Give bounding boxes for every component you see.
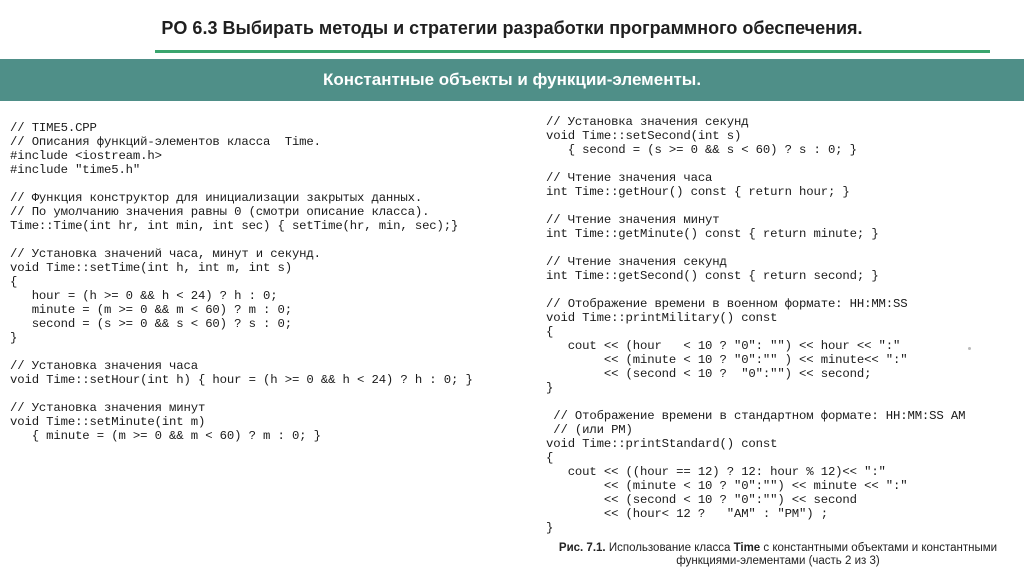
caption-text-before: Использование класса [608, 542, 731, 554]
code-line: // Отображение времени в военном формате: HH:MM:SS [546, 297, 908, 311]
code-line: void Time::printMilitary() const [546, 311, 778, 325]
code-line: // (или PM) [546, 423, 633, 437]
code-line: void Time::setSecond(int s) [546, 129, 742, 143]
code-line: cout << ((hour == 12) ? 12: hour % 12)<< ":" [546, 465, 886, 479]
code-line: second = (s >= 0 && s < 60) ? s : 0; [10, 317, 292, 331]
code-line: Time::Time(int hr, int min, int sec) { setTime(hr, min, sec);} [10, 219, 459, 233]
code-line [546, 395, 965, 409]
code-line: { [10, 275, 18, 289]
code-line: void Time::setMinute(int m) [10, 415, 206, 429]
code-line: << (second < 10 ? "0":"") << second; [546, 367, 872, 381]
code-line: int Time::getSecond() const { return second; } [546, 269, 879, 283]
code-line: void Time::printStandard() const [546, 437, 778, 451]
code-line: // Установка значения секунд [546, 115, 749, 129]
code-line: { minute = (m >= 0 && m < 60) ? m : 0; } [10, 429, 321, 443]
code-line: // TIME5.CPP [10, 121, 97, 135]
code-line: hour = (h >= 0 && h < 24) ? h : 0; [10, 289, 278, 303]
code-line: #include <iostream.h> [10, 149, 162, 163]
code-line: minute = (m >= 0 && m < 60) ? m : 0; [10, 303, 292, 317]
title-underline [155, 50, 990, 53]
code-line: // Установка значений часа, минут и секунд. [10, 247, 321, 261]
code-line: { [546, 451, 554, 465]
caption-class-name: Time [733, 542, 761, 554]
section-banner: Константные объекты и функции-элементы. [0, 59, 1024, 101]
code-line: // По умолчанию значения равны 0 (смотри описание класса). [10, 205, 430, 219]
figure-caption [548, 542, 1008, 568]
code-line: << (second < 10 ? "0":"") << second [546, 493, 857, 507]
code-line [546, 157, 965, 171]
code-line: } [546, 521, 554, 535]
code-line: // Функция конструктор для инициализации закрытых данных. [10, 191, 423, 205]
code-line: << (minute < 10 ? "0":"" ) << minute<< ":" [546, 353, 908, 367]
page-title: PO 6.3 Выбирать методы и стратегии разработки программного обеспечения. [161, 18, 863, 38]
code-line: int Time::getMinute() const { return minute; } [546, 227, 879, 241]
code-line [10, 177, 473, 191]
code-line: // Чтение значения минут [546, 213, 720, 227]
code-line: } [546, 381, 554, 395]
code-line: { [546, 325, 554, 339]
code-line: // Отображение времени в стандартном формате: HH:MM:SS AM [546, 409, 966, 423]
code-listing-left [10, 121, 473, 443]
code-line: // Описания функций-элементов класса Time. [10, 135, 321, 149]
code-line [10, 387, 473, 401]
code-line: // Чтение значения секунд [546, 255, 727, 269]
code-line [10, 233, 473, 247]
code-line [546, 199, 965, 213]
code-line: #include "time5.h" [10, 163, 141, 177]
code-line [10, 345, 473, 359]
code-line: } [10, 331, 18, 345]
code-line: << (minute < 10 ? "0":"") << minute << ":" [546, 479, 908, 493]
code-line: int Time::getHour() const { return hour; } [546, 185, 850, 199]
caption-label: Рис. 7.1. [558, 542, 606, 554]
code-line [546, 283, 965, 297]
code-listing-right [546, 115, 965, 535]
code-line: // Установка значения минут [10, 401, 206, 415]
code-line: void Time::setTime(int h, int m, int s) [10, 261, 292, 275]
scan-speck [968, 347, 971, 350]
code-line: // Установка значения часа [10, 359, 198, 373]
code-line: << (hour< 12 ? "AM" : "PM") ; [546, 507, 828, 521]
code-line: { second = (s >= 0 && s < 60) ? s : 0; } [546, 143, 857, 157]
caption-text-after: с константными объектами и константными функциями-элементами (часть 2 из 3) [676, 542, 998, 567]
code-line [546, 241, 965, 255]
code-line: // Чтение значения часа [546, 171, 713, 185]
code-line: cout << (hour < 10 ? "0": "") << hour << ":" [546, 339, 901, 353]
code-line: void Time::setHour(int h) { hour = (h >= 0 && h < 24) ? h : 0; } [10, 373, 473, 387]
